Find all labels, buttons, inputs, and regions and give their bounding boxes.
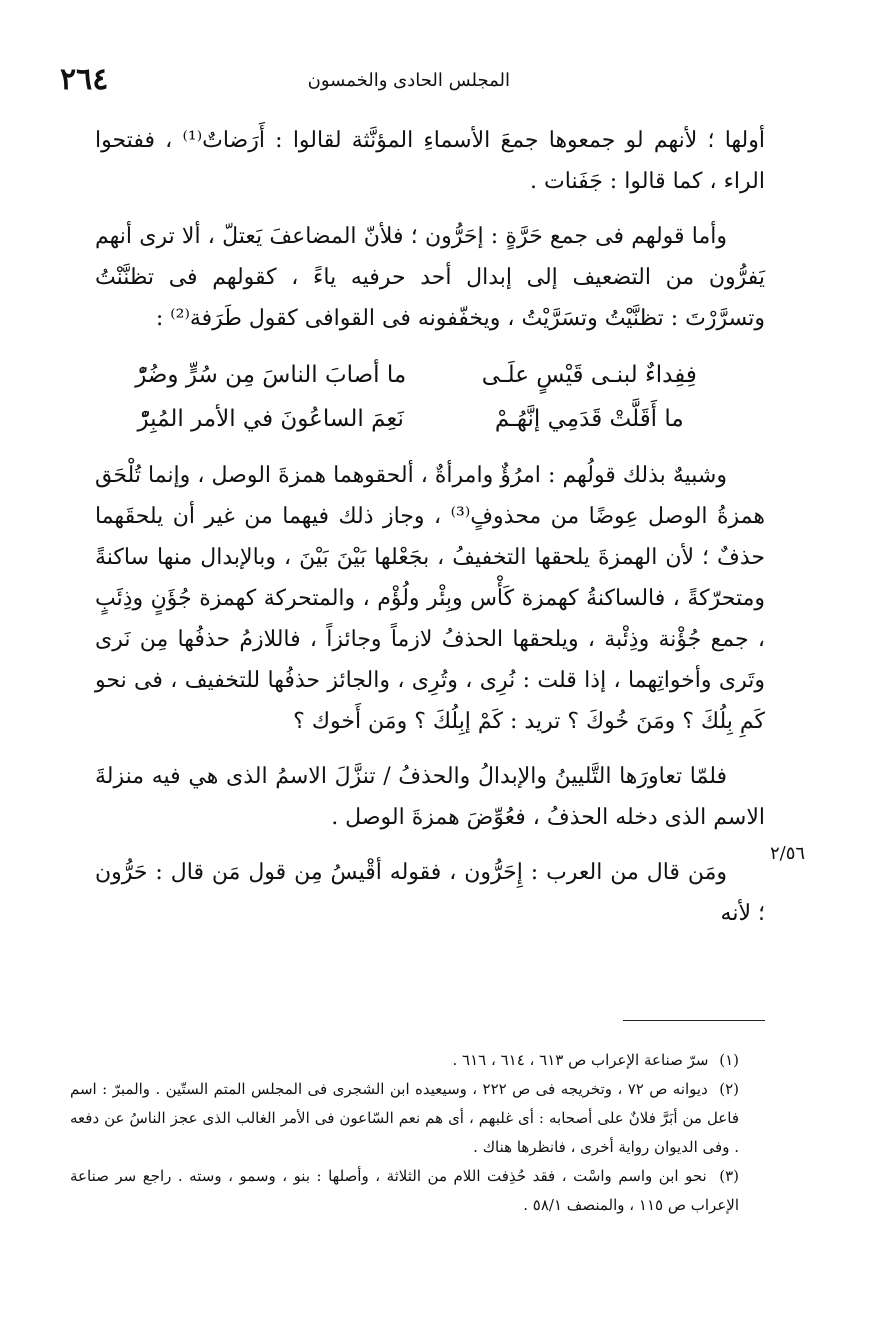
verse-first-hemistich: فِفِداءٌ لبنـى قَيْسٍ علَـى — [481, 362, 697, 388]
paragraph: أولها ؛ لأنهم لو جمعوها جمعَ الأسماءِ المؤنَّثة لقالوا : أَرَضاتٌ⁽¹⁾ ، ففتحوا الراء ، كما قالوا : جَفَنات . — [95, 128, 765, 194]
verse-line — [135, 397, 725, 441]
footnote-label: (١) — [719, 1051, 739, 1069]
main-text — [95, 120, 765, 948]
verse-line — [135, 353, 725, 397]
footnote — [70, 1162, 767, 1220]
running-title: المجلس الحادى والخمسون — [307, 70, 510, 91]
footnote-text: نحو ابن واسم واسْت ، فقد حُذِفت اللام من الثلاثة ، وأصلها : بنو ، وسمو ، وسته . راجع سر صناعة الإعراب ص ١١٥ ، والمنصف ٥٨/١ . — [70, 1167, 739, 1214]
verse-second-hemistich: نَعِمَ الساعُونَ في الأمر المُبِرّْ — [137, 406, 404, 432]
margin-reference: ٢/٥٦ — [770, 843, 806, 864]
footnotes — [70, 1046, 767, 1220]
footnote-label: (٢) — [719, 1080, 739, 1098]
paragraph: فلمّا تعاورَها التَّليينُ والإبدالُ والحذفُ / تنزَّلَ الاسمُ الذى هي فيه منزلةَ الاسم الذى دخله الحذفُ ، فعُوِّضَ همزةَ الوصل . — [95, 764, 765, 830]
footnote-text: ديوانه ص ٧٢ ، وتخريجه فى ص ٢٢٢ ، وسيعيده ابن الشجرى فى المجلس المتم الستّين . والمبرّ : اسم فاعل من أبَرَّ فلانٌ على أصحابه : أى غلبهم ، أى هم نعم السّاعون فى الأمر الغالب الذى عجز الناسُ عن دفعه . وفى الديوان رواية أخرى ، فانظرها هناك . — [70, 1080, 739, 1156]
footnote-separator — [623, 1020, 765, 1021]
paragraph: ومَن قال من العرب : إِحَرُّون ، فقوله أقْيسُ مِن قول مَن قال : حَرُّون ؛ لأنه — [95, 860, 765, 926]
footnote — [70, 1046, 767, 1075]
verse-first-hemistich: ما أَقَلَّتْ قَدَمِي إنَّهُـمْ — [494, 406, 684, 432]
paragraph: وأما قولهم فى جمع حَرَّةٍ : إحَرُّون ؛ فلأنّ المضاعفَ يَعتلّ ، ألا ترى أنهم يَفرُّون من التضعيف إلى إبدال أحد حرفيه ياءً ، كقولهم فى تظنَّنْتُ وتسرَّرْتَ : تظنَّيْتُ وتسَرَّيْتُ ، ويخفّفونه فى القوافى كقول طَرَفة⁽²⁾ : — [95, 224, 765, 331]
footnote-text: سرّ صناعة الإعراب ص ٦١٣ ، ٦١٤ ، ٦١٦ . — [452, 1051, 709, 1069]
page-header — [60, 62, 760, 102]
paragraph: وشبيهٌ بذلك قولُهم : امرُؤٌ وامرأةٌ ، ألحقوهما همزةَ الوصل ، وإنما تُلْحَق همزةُ الوصل عِوضًا من محذوفٍ⁽³⁾ ، وجاز ذلك فيهما من غير أن يلحقَهما حذفٌ ؛ لأن الهمزةَ يلحقها التخفيفُ ، بجَعْلها بَيْنَ بَيْنَ ، وبالإبدال منها ساكنةً ومتحرّكةً ، فالساكنةُ كهمزة كَأْس وبِئْر ولُؤْم ، والمتحركة كهمزة جُؤَنٍ وذِئَبٍ ، جمع جُؤْنة وذِئْبة ، ويلحقها الحذفُ لازماً وجائزاً ، فاللازمُ حذفُها مِن نَرى وتَرى وأخواتِهما ، إذا قلت : نُرِى ، وتُرِى ، والجائز حذفُها للتخفيف ، فى نحو كَمِ بِلُكَ ؟ ومَنَ خُوكَ ؟ تريد : كَمْ إبِلُكَ ؟ ومَن أَخوك ؟ — [95, 463, 765, 734]
footnote — [70, 1075, 767, 1162]
poetry-verse — [135, 353, 725, 441]
verse-second-hemistich: ما أصابَ الناسَ مِن سُرٍّ وضُرّْ — [135, 362, 407, 388]
footnote-label: (٣) — [719, 1167, 739, 1185]
page-number: ٢٦٤ — [60, 62, 109, 97]
